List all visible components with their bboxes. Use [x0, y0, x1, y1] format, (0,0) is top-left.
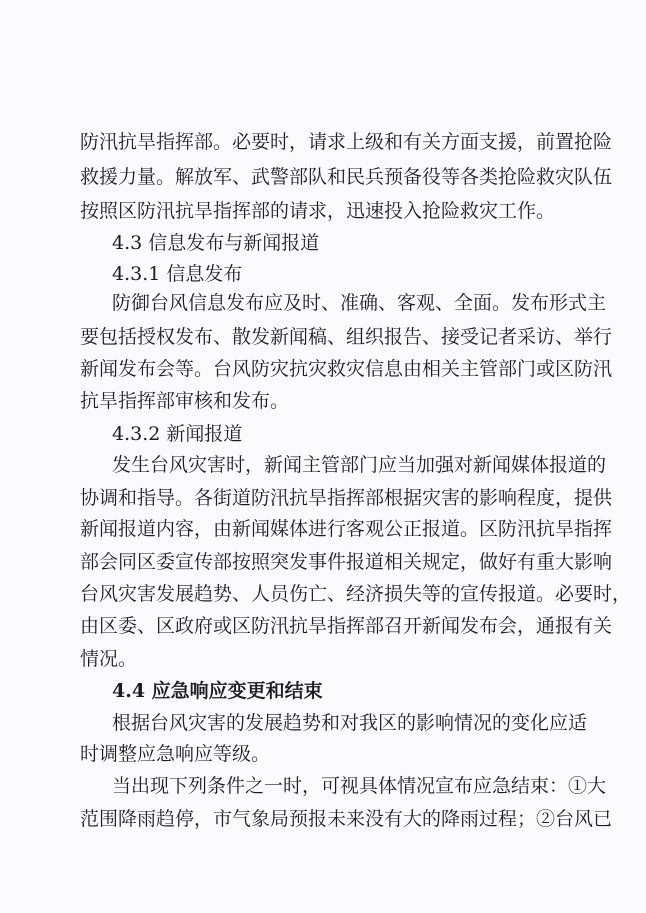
subsection-heading: 4.3.1 信息发布 [112, 263, 243, 285]
section-heading: 4.3 信息发布与新闻报道 [112, 232, 320, 254]
text-line: 按照区防汛抗旱指挥部的请求，迅速投入抢险救灾工作。 [80, 200, 556, 222]
text-line: 根据台风灾害的发展趋势和对我区的影响情况的变化应适 [112, 712, 588, 734]
text-line: 当出现下列条件之一时，可视具体情况宣布应急结束：①大 [112, 775, 607, 797]
section-heading: 4.4 应急响应变更和结束 [112, 680, 323, 702]
text-line: 抗旱指挥部审核和发布。 [80, 390, 290, 412]
text-line: 新闻发布会等。台风防灾抗灾救灾信息由相关主管部门或区防汛 [80, 358, 613, 380]
text-line: 防御台风信息发布应及时、准确、客观、全面。发布形式主 [112, 292, 607, 314]
text-line: 范围降雨趋停，市气象局预报未来没有大的降雨过程；②台风已 [80, 808, 613, 830]
text-line: 救援力量。解放军、武警部队和民兵预备役等各类抢险救灾队伍 [80, 166, 613, 188]
text-line: 部会同区委宣传部按照突发事件报道相关规定，做好有重大影响 [80, 551, 613, 573]
text-line: 新闻报道内容，由新闻媒体进行客观公正报道。区防汛抗旱指挥 [80, 518, 613, 540]
text-line: 防汛抗旱指挥部。必要时，请求上级和有关方面支援，前置抢险 [80, 131, 613, 153]
text-line: 协调和指导。各街道防汛抗旱指挥部根据灾害的影响程度，提供 [80, 487, 613, 509]
text-line: 要包括授权发布、散发新闻稿、组织报告、接受记者采访、举行 [80, 326, 613, 348]
text-line: 情况。 [80, 648, 138, 670]
text-line: 时调整应急响应等级。 [80, 743, 271, 765]
text-line: 发生台风灾害时，新闻主管部门应当加强对新闻媒体报道的 [112, 454, 607, 476]
text-line: 台风灾害发展趋势、人员伤亡、经济损失等的宣传报道。必要时， [80, 583, 632, 605]
text-line: 由区委、区政府或区防汛抗旱指挥部召开新闻发布会，通报有关 [80, 615, 613, 637]
subsection-heading: 4.3.2 新闻报道 [112, 423, 243, 445]
